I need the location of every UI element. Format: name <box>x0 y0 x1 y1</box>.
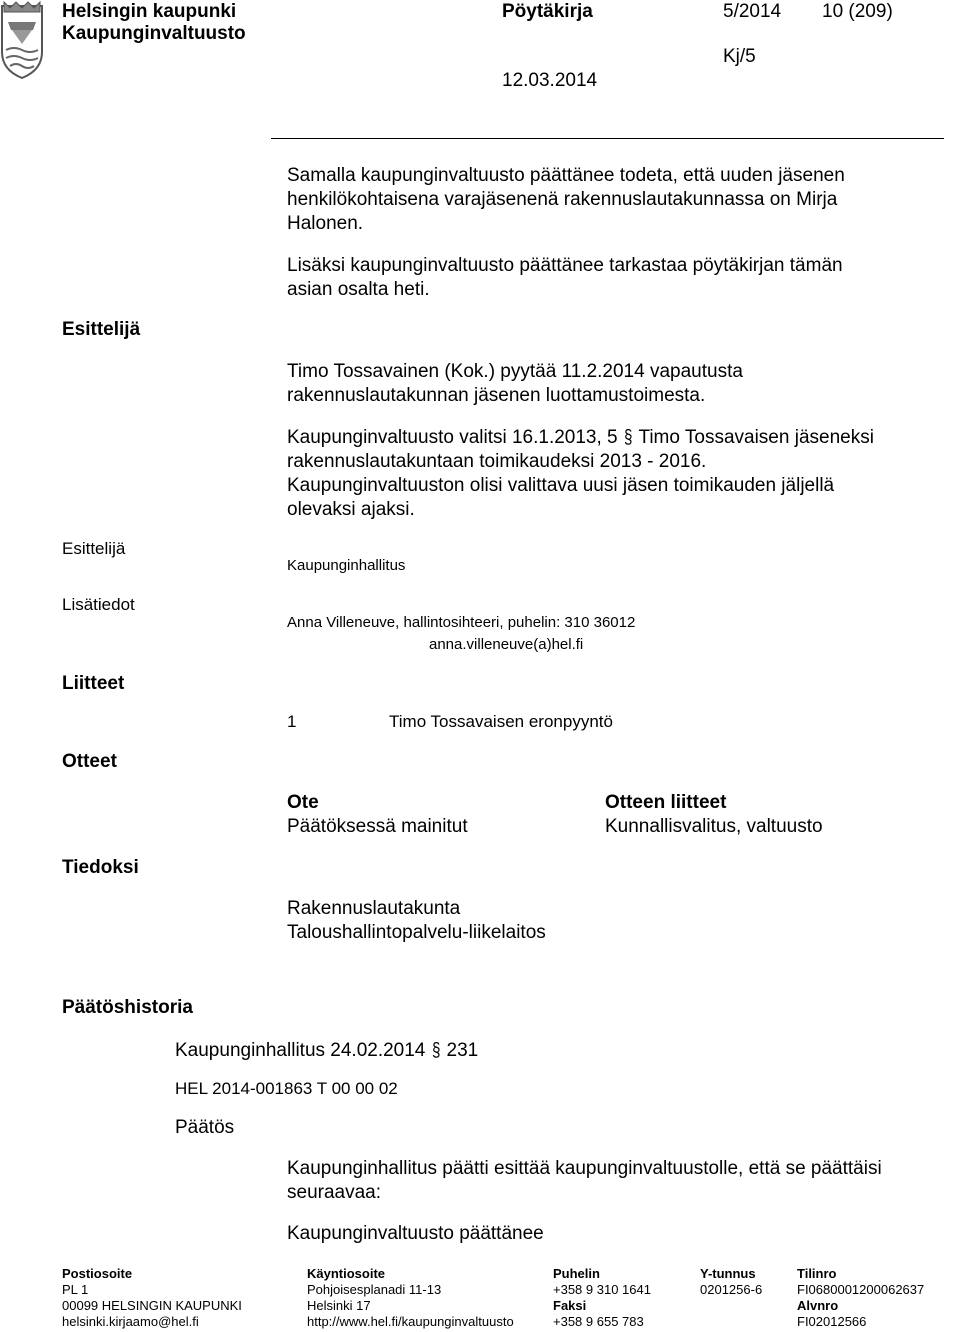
header-city: Helsingin kaupunki <box>62 1 237 22</box>
esittelija-label: Esittelijä <box>62 539 126 558</box>
history-dnro: HEL 2014-001863 T 00 00 02 <box>175 1079 398 1098</box>
perustelu-paragraph-2 <box>287 426 947 522</box>
footer-label: Puhelin <box>553 1266 600 1281</box>
header-number: 5/2014 <box>723 1 782 22</box>
text-line: olevaksi ajaksi. <box>287 499 415 520</box>
tarkastus-paragraph <box>287 254 947 302</box>
text-line: seuraavaa: <box>287 1182 382 1203</box>
section-sign: § <box>623 427 633 448</box>
history-heading: Päätöshistoria <box>62 997 193 1018</box>
footer-email[interactable]: helsinki.kirjaamo@hel.fi <box>62 1314 199 1329</box>
helsinki-crest-logo <box>0 0 44 80</box>
liite-title: Timo Tossavaisen eronpyyntö <box>389 712 613 731</box>
text-line: asian osalta heti. <box>287 279 430 300</box>
text-line: henkilökohtaisena varajäsenenä rakennuslautakunnassa on Mirja <box>287 189 838 210</box>
lisatiedot-email: anna.villeneuve(a)hel.fi <box>429 636 584 653</box>
header-section: Kj/5 <box>723 46 756 67</box>
footer-label: Y-tunnus <box>700 1266 756 1281</box>
text-line: rakennuslautakuntaan toimikaudeksi 2013 - 2016. <box>287 451 707 472</box>
list-item: Rakennuslautakunta <box>287 898 461 919</box>
text-line: Timo Tossavainen (Kok.) pyytää 11.2.2014 vapautusta <box>287 361 743 382</box>
text-segment: 231 <box>446 1040 479 1061</box>
text-line: Lisäksi kaupunginvaltuusto päättänee tarkastaa pöytäkirjan tämän <box>287 255 843 276</box>
footer-value: FI02012566 <box>797 1314 867 1329</box>
footer-business-id <box>700 1266 762 1298</box>
footer-value: Helsinki 17 <box>307 1298 371 1313</box>
liite-number: 1 <box>287 712 297 731</box>
liitteet-heading: Liitteet <box>62 673 125 694</box>
text-line <box>287 426 947 450</box>
lisatiedot-label: Lisätiedot <box>62 595 135 614</box>
lisatiedot-value: Anna Villeneuve, hallintosihteeri, puhelin: 310 36012 <box>287 614 636 631</box>
footer-value: 00099 HELSINGIN KAUPUNKI <box>62 1298 242 1313</box>
header-doctype: Pöytäkirja <box>502 1 593 22</box>
otteen-liitteet-value: Kunnallisvalitus, valtuusto <box>605 816 823 837</box>
paatos-label: Päätös <box>175 1117 235 1138</box>
text-line: Kaupunginvaltuuston olisi valittava uusi jäsen toimikauden jäljellä <box>287 475 835 496</box>
esittelija-heading: Esittelijä <box>62 319 141 340</box>
footer-label: Faksi <box>553 1298 587 1313</box>
footer-value: FI0680001200062637 <box>797 1282 925 1297</box>
otteen-liitteet-heading: Otteen liitteet <box>605 792 727 813</box>
header-body: Kaupunginvaltuusto <box>62 23 246 44</box>
header-rule <box>271 138 944 139</box>
footer-label: Käyntiosoite <box>307 1266 386 1281</box>
intro-paragraph <box>287 164 947 236</box>
footer-label: Alvnro <box>797 1298 839 1313</box>
esittelija-value: Kaupunginhallitus <box>287 557 406 574</box>
footer-url[interactable]: http://www.hel.fi/kaupunginvaltuusto <box>307 1314 514 1329</box>
footer-phone <box>553 1266 651 1330</box>
footer-value: 0201256-6 <box>700 1282 763 1297</box>
footer-visiting <box>307 1266 514 1330</box>
footer-postal <box>62 1266 242 1330</box>
ote-value: Päätöksessä mainitut <box>287 816 468 837</box>
text-segment: Kaupunginvaltuusto valitsi 16.1.2013, 5 <box>287 427 618 448</box>
footer-value: +358 9 655 783 <box>553 1314 644 1329</box>
text-line: rakennuslautakunnan jäsenen luottamustoimesta. <box>287 385 706 406</box>
header-page: 10 (209) <box>822 1 893 22</box>
footer-account <box>797 1266 924 1330</box>
footer-value: PL 1 <box>62 1282 89 1297</box>
text-line: Halonen. <box>287 213 364 234</box>
perustelu-paragraph-1 <box>287 360 947 408</box>
paatos-last: Kaupunginvaltuusto päättänee <box>287 1223 544 1244</box>
text-segment: Timo Tossavaisen jäseneksi <box>638 427 874 448</box>
footer-label: Postiosoite <box>62 1266 133 1281</box>
tiedoksi-list <box>287 897 947 945</box>
paatos-paragraph <box>287 1157 947 1205</box>
footer-value: +358 9 310 1641 <box>553 1282 651 1297</box>
text-line: Kaupunginhallitus päätti esittää kaupunginvaltuustolle, että se päättäisi <box>287 1158 882 1179</box>
tiedoksi-heading: Tiedoksi <box>62 857 139 878</box>
text-segment: Kaupunginhallitus 24.02.2014 <box>175 1040 426 1061</box>
otteet-heading: Otteet <box>62 751 117 772</box>
section-sign: § <box>431 1040 441 1061</box>
header-date: 12.03.2014 <box>502 70 598 91</box>
footer-value: Pohjoisesplanadi 11-13 <box>307 1282 442 1297</box>
text-line: Samalla kaupunginvaltuusto päättänee todeta, että uuden jäsenen <box>287 165 845 186</box>
history-decision <box>175 1039 478 1063</box>
footer-label: Tilinro <box>797 1266 837 1281</box>
list-item: Taloushallintopalvelu-liikelaitos <box>287 922 546 943</box>
ote-heading: Ote <box>287 792 319 813</box>
